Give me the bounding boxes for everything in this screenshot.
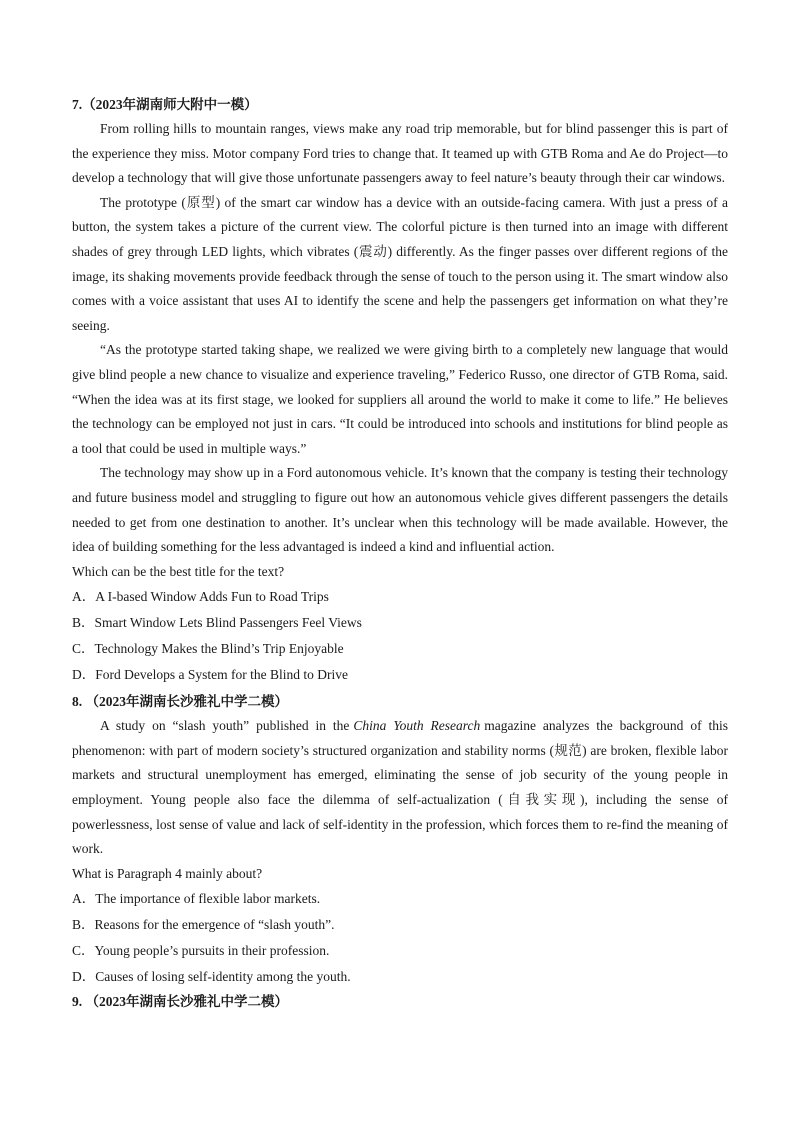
q8-option-a: A．The importance of flexible labor markets. [72,891,321,907]
q8-option-d: D．Causes of losing self-identity among the youth. [72,969,351,985]
q8-question-stem: What is Paragraph 4 mainly about? [72,865,263,881]
q7-option-b: B．Smart Window Lets Blind Passengers Feel Views [72,615,362,631]
q7-option-d: D．Ford Develops a System for the Blind to Drive [72,667,348,683]
q8-source-title: China Youth Research [353,718,481,734]
q7-paragraph-4: The technology may show up in a Ford autonomous vehicle. It’s known that the company is testing their technology and future business model and struggling to figure out how an autonomous vehicle gives different passengers the details needed to get from one destination to another. It’s unclear when this technology will be made available. However, the idea of building something for the less advantaged is indeed a kind and influential action. [72,465,728,555]
q8-paragraph [72,714,728,862]
q7-option-a: A．A I-based Window Adds Fun to Road Trips [72,589,329,605]
q7-paragraph-1: From rolling hills to mountain ranges, views make any road trip memorable, but for blind passenger this is part of the experience they miss. Motor company Ford tries to change that. It teamed up with GTB Roma and Ae do Project—to develop a technology that will give those unfortunate passengers away to feel nature’s beauty through their car windows. [72,121,728,186]
q7-paragraph-3: “As the prototype started taking shape, we realized we were giving birth to a completely new language that would give blind people a new chance to visualize and experience traveling,” Federico Russo, one director of GTB Roma, said. “When the idea was at its first stage, we looked for suppliers all around the world to make it come to life.” He believes the technology can be employed not just in cars. “It could be introduced into schools and institutions for blind people as a tool that could be used in multiple ways.” [72,342,728,456]
q8-paragraph-after: magazine analyzes the background of this phenomenon: with part of modern society’s structured organization and stability norms (规范) are broken, flexible labor markets and structural unemployment has emerged, eliminating the sense of job security of the young people in employment. Young people also face the dilemma of self-actualization (自我实现), including the sense of powerlessness, lost sense of value and lack of self-identity in the profession, which forces them to re-find the meaning of work. [72,718,728,857]
document-page [72,93,728,1014]
q8-option-c: C．Young people’s pursuits in their profession. [72,943,330,959]
q7-paragraph-2: The prototype (原型) of the smart car window has a device with an outside-facing camera. With just a press of a button, the system takes a picture of the current view. The colorful picture is then turned into an image with different shades of grey through LED lights, which vibrates (震动) differently. As the finger passes over different regions of the image, its shaking movements provide feedback through the sense of touch to the person using it. The smart window also comes with a voice assistant that uses AI to identify the scene and help the passengers get information on what they’re seeing. [72,194,728,333]
q7-option-c: C．Technology Makes the Blind’s Trip Enjoyable [72,641,344,657]
question-9-heading: 9. （2023年湖南长沙雅礼中学二模） [72,994,288,1010]
question-8-heading: 8. （2023年湖南长沙雅礼中学二模） [72,694,288,710]
q8-option-b: B．Reasons for the emergence of “slash youth”. [72,917,335,933]
q8-paragraph-before: A study on “slash youth” published in the [100,718,350,734]
q7-question-stem: Which can be the best title for the text? [72,563,285,579]
question-7-heading: 7.（2023年湖南师大附中一模） [72,97,258,112]
